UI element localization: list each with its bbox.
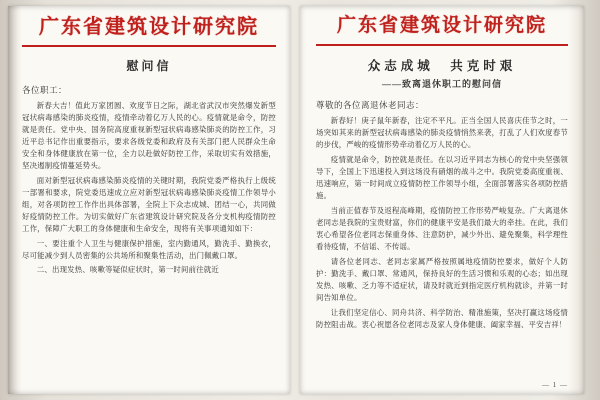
paragraph: 请各位老同志、老同志家属严格按照属地疫情防控要求，做好个人防护：勤洗手、戴口罩、常通风，保持良好的生活习惯和乐观的心态；如出现发热、咳嗽、乏力等不适症状，请及时就近到指定医疗机构就诊，并第一时间告知单位。 xyxy=(316,256,568,302)
letterhead-left xyxy=(22,16,276,38)
paragraph: 疫情就是命令，防控就是责任。在以习近平同志为核心的党中央坚强领导下，全国上下迅速投入到这场没有硝烟的战斗之中。我院党委高度重视、迅速响应，第一时间成立疫情防控工作领导小组，全面部署落实各项防控措施。 xyxy=(316,154,568,200)
document-page-right xyxy=(300,6,584,394)
letterhead-text: 广东省建筑设计研究院 xyxy=(39,16,259,38)
paragraph: 面对新型冠状病毒感染肺炎疫情的关键时期，我院党委严格执行上级统一部署和要求，院党委迅速成立应对新型冠状病毒感染肺炎疫情工作领导小组，对各项防控工作作出具体部署，全院上下众志成城、团结一心，共同做好疫情防控工作。为切实做好广东省建筑设计研究院及各分支机构疫情防控工作，保障广大职工的身体健康和生命安全，现将有关事项通知如下： xyxy=(22,175,276,233)
letterhead-rule xyxy=(316,44,568,46)
page-fold-shadow xyxy=(8,6,18,394)
page-title-right: 众志成城 共克时艰 xyxy=(367,58,517,73)
paragraph: 让我们坚定信心、同舟共济、科学防治、精准施策，坚决打赢这场疫情防控阻击战。衷心祝愿各位老同志及家人身体健康、阖家幸福、平安吉祥！ xyxy=(316,307,568,329)
letterhead-right xyxy=(316,16,568,37)
letterhead-text: 广东省建筑设计研究院 xyxy=(336,15,547,36)
page-title-left: 慰问信 xyxy=(126,59,172,73)
page-subtitle-right: ——致离退休职工的慰问信 xyxy=(381,78,502,89)
salutation-left: 各位职工： xyxy=(22,85,68,95)
salutation-right: 尊敬的各位离退休老同志： xyxy=(316,99,425,110)
page-number: — 1 — xyxy=(542,381,568,389)
paragraph: 当前正值春节及返程高峰期，疫情防控工作形势严峻复杂。广大离退休老同志是我院的宝贵财富，你们的健康平安是我们最大的牵挂。在此，我们衷心希望各位老同志保重身体、注意防护，减少外出、避免聚集，科学理性看待疫情，不信谣、不传谣。 xyxy=(316,205,568,251)
letterhead-rule xyxy=(22,45,276,47)
list-item: 二、出现发热、咳嗽等疑似症状时，第一时间前往就近 xyxy=(36,264,219,274)
paragraph: 新春好！庚子鼠年新春，注定不平凡。正当全国人民喜庆佳节之时，一场突如其来的新型冠状病毒感染的肺炎疫情悄然来袭，打乱了人们欢度春节的步伐，严峻的疫情形势牵动着亿万人民的心。 xyxy=(316,115,568,149)
document-page-left xyxy=(8,6,290,394)
paragraph: 新春大吉！值此万家团圆、欢度节日之际，湖北省武汉市突然爆发新型冠状病毒感染的肺炎疫情，疫情牵动着亿万人民的心。疫情就是命令，防控就是责任。党中央、国务院高度重视新型冠状病毒感染肺炎的防控工作，习近平总书记作出重要指示，要求各级党委和政府及有关部门把人民群众生命安全和身体健康放在第一位，全力以赴做好防控工作，采取切实有效措施，坚决遏制疫情蔓延势头。 xyxy=(22,101,276,170)
list-item: 一、要注重个人卫生与健康保护措施，室内勤通风，勤洗手、勤换衣，尽可能减少到人员密集的公共场所和聚集性活动，出门佩戴口罩。 xyxy=(22,238,276,260)
